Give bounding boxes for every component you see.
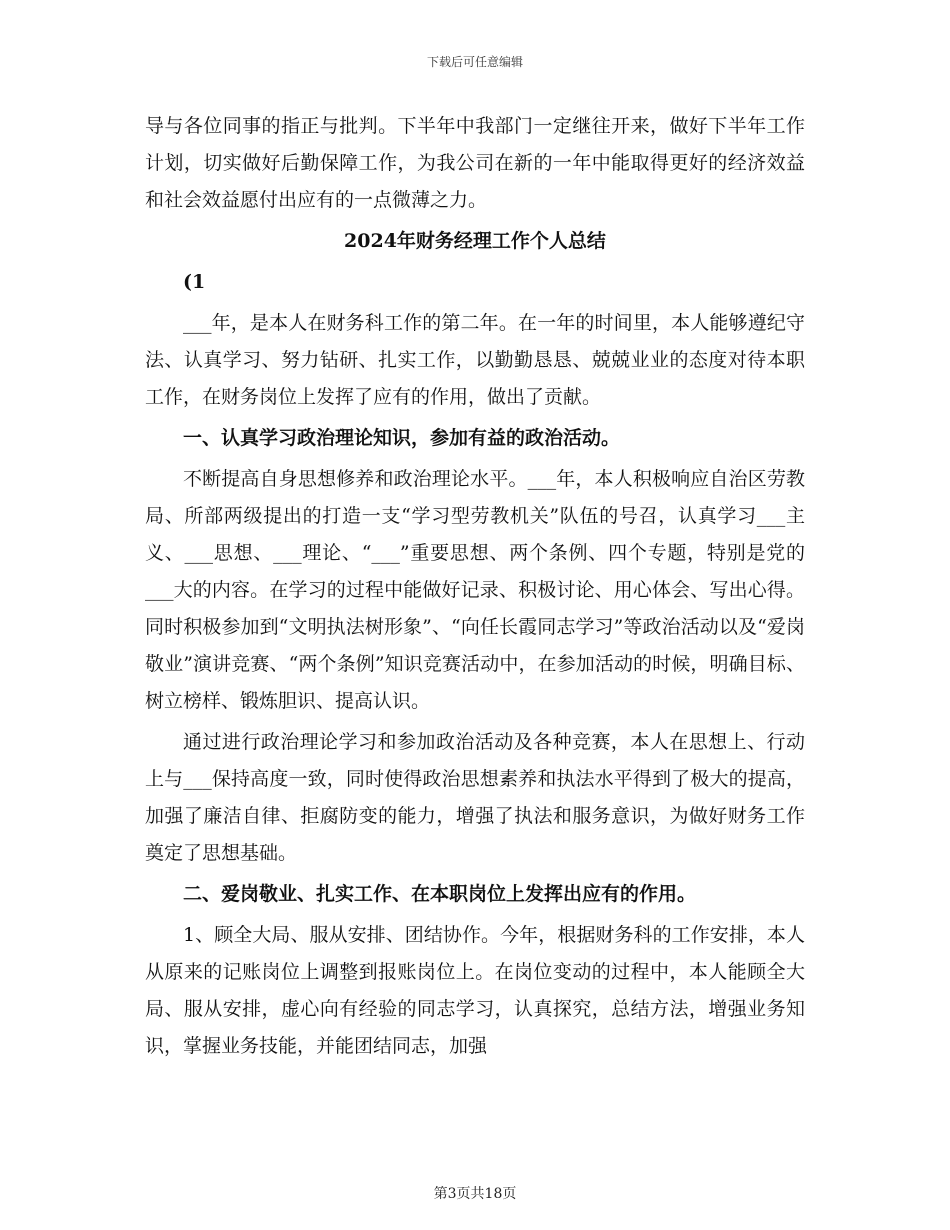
- document-body: [145, 108, 805, 1069]
- document-title: 2024年财务经理工作个人总结: [344, 230, 606, 252]
- page-header: 下载后可任意编辑: [426, 55, 523, 69]
- paragraph-study: 不断提高自身思想修养和政治理论水平。___年，本人积极响应自治区劳教局、所部两级提出的打造一支“学习型劳教机关”队伍的号召，认真学习___主义、___思想、___理论、“___”重要思想、两个条例、四个专题，特别是党的___大的内容。在学习的过程中能做好记录、积极讨论、用心体会、写出心得。同时积极参加到“文明执法树形象”、“向任长霞同志学习”等政治活动以及“爱岗敬业”演讲竞赛、“两个条例”知识竞赛活动中，在参加活动的时候，明确目标、树立榜样、锻炼胆识、提高认识。: [145, 468, 805, 712]
- paragraph-intro: ___年，是本人在财务科工作的第二年。在一年的时间里，本人能够遵纪守法、认真学习、努力钻研、扎实工作，以勤勤恳恳、兢兢业业的态度对待本职工作，在财务岗位上发挥了应有的作用，做出了贡献。: [145, 312, 805, 408]
- section-heading-2: 二、爱岗敬业、扎实工作、在本职岗位上发挥出应有的作用。: [183, 883, 697, 905]
- paragraph-duty: 1、顾全大局、服从安排、团结协作。今年，根据财务科的工作安排，本人从原来的记账岗位上调整到报账岗位上。在岗位变动的过程中，本人能顾全大局、服从安排，虚心向有经验的同志学习，认真探究，总结方法，增强业务知识，掌握业务技能，并能团结同志，加强: [145, 924, 805, 1057]
- section-heading-1: 一、认真学习政治理论知识，参加有益的政治活动。: [183, 427, 621, 449]
- page-footer: 第3页共18页: [433, 1186, 517, 1202]
- paragraph-result: 通过进行政治理论学习和参加政治活动及各种竞赛，本人在思想上、行动上与___保持高度一致，同时使得政治思想素养和执法水平得到了极大的提高，加强了廉洁自律、拒腐防变的能力，增强了执法和服务意识，为做好财务工作奠定了思想基础。: [145, 731, 805, 864]
- paragraph-continued: 导与各位同事的指正与批判。下半年中我部门一定继往开来，做好下半年工作计划，切实做好后勤保障工作，为我公司在新的一年中能取得更好的经济效益和社会效益愿付出应有的一点微薄之力。: [145, 115, 805, 211]
- section-number: (1: [183, 271, 206, 293]
